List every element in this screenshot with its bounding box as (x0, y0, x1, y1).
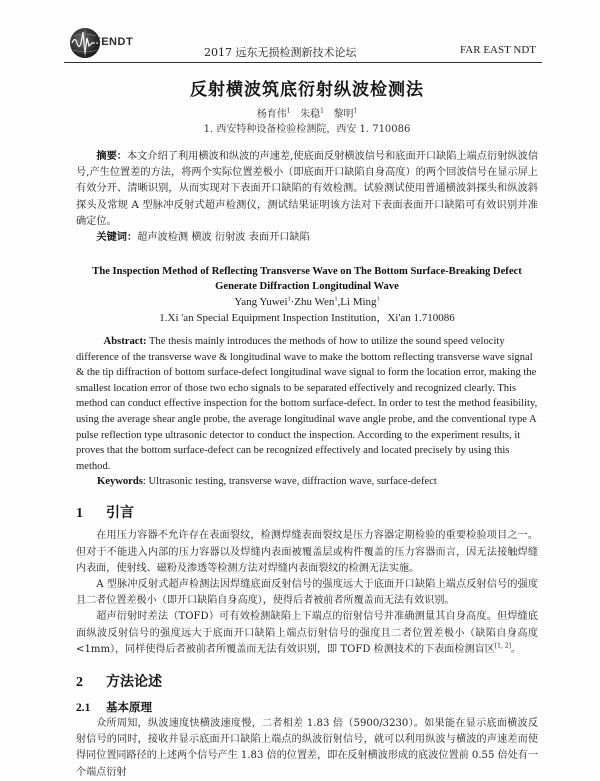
authors-en: Yang Yuwei$^1$·Zhu Wen$^1$,Li Ming$^1$ (234, 296, 380, 309)
author-name: Zhu Wen (294, 296, 335, 309)
conference-name: 2017 远东无损检测新技术论坛 (204, 46, 357, 59)
author-name: 朱稳 (300, 109, 321, 120)
citation: [1, 2] (494, 642, 511, 650)
author-name: 杨育伟 (256, 109, 287, 120)
section-heading-1: 1 引言 (76, 505, 134, 522)
page-header (64, 0, 542, 62)
logo-text: FENDT (94, 36, 134, 48)
paragraph: 在用压力容器不允许存在表面裂纹，检测焊缝表面裂纹是压力容器定期检验的重要检验项目之一。但对于不能进入内部的压力容器以及焊缝内表面被覆盖层或构件覆盖的压力容器而言，因无法接触焊缝内表面，使射线、磁粉及渗透等检测方法对焊缝内表面裂纹的检测无法实施。 (76, 530, 538, 574)
keywords-cn (76, 230, 538, 246)
fendt-logo (70, 28, 134, 60)
header-org: FAR EAST NDT (460, 44, 536, 56)
paragraph: 众所周知，纵波速度快横波速度慢，二者相差 1.83 倍（5900/3230）。如果能在显示底面横波反射信号的同时，接收并显示底面开口缺陷上端点的纵波衍射信号，就可以利用纵波与横波的声速差而使得同位置同路径的上述两个信号产生 1.83 倍的位置差，即在反射横波形成的底波位置前 0.55 倍处有一个端点衍射 (76, 717, 538, 778)
paper-body (0, 79, 600, 781)
keywords-label-en: Keywords (97, 476, 143, 488)
author-name: 黎明 (333, 109, 354, 120)
affiliation-en: 1.Xi 'an Special Equipment Inspection Institution，Xi'an 1.710086 (159, 312, 455, 325)
abstract-label-en: Abstract: (103, 336, 147, 348)
keywords-text-en: : Ultrasonic testing, transverse wave, diffraction wave, surface-defect (142, 476, 437, 488)
author-name: Li Ming (340, 296, 377, 309)
paper-title-en: The Inspection Method of Reflecting Transverse Wave on The Bottom Surface-Breaking Defect Generate Diffraction Longitudinal Wave (92, 266, 522, 293)
affiliation-cn: 1. 西安特种设备检验检测院，西安 1. 710086 (203, 124, 411, 135)
keywords-text-cn: 超声波检测 横波 衍射波 表面开口缺陷 (137, 232, 310, 244)
abstract-cn (76, 149, 538, 230)
subsection-heading: 2.1 基本原理 (76, 699, 152, 714)
paragraph: A 型脉冲反射式超声检测法因焊缝底面反射信号的强度远大于底面开口缺陷上端点反射信号的强度且二者位置差极小（即开口缺陷自身高度），使得后者被前者所覆盖而无法有效识别。 (76, 578, 538, 607)
section-heading-2: 2 方法论述 (76, 673, 162, 690)
author-name: Yang Yuwei (234, 296, 288, 309)
abstract-text-cn: 本文介绍了利用横波和纵波的声速差,使底面反射横波信号和底面开口缺陷上端点衍射纵波信号,产生位置差的方法，将两个实际位置差极小（即底面开口缺陷自身高度）的两个回波信号在显示屏上有效分开、清晰识别，从而实现对下表面开口缺陷的有效检测。试验测试使用普通横波斜探头和纵波斜探头及常规 A 型脉冲反射式超声检测仪，测试结果证明该方法对下表面表面开口缺陷可有效识别并准确定位。 (76, 151, 539, 227)
paragraph: 超声衍射时差法（TOFD）可有效检测缺陷上下端点的衍射信号并准确测量其自身高度。但焊缝底面纵波反射信号的强度远大于底面开口缺陷上端点衍射信号的强度且二者位置差极小（缺陷自身高度<1mm），同样使得后者被前者所覆盖而无法有效识别，即 TOFD 检测技术的下表面检测盲区[1, 2]。 (76, 611, 538, 655)
paper-title-cn: 反射横波筑底衍射纵波检测法 (190, 80, 424, 100)
keywords-label-cn: 关键词： (96, 232, 138, 244)
abstract-label-cn: 摘要： (96, 151, 127, 162)
authors-cn: 杨育伟$^1$ 朱稳$^1$ 黎明$^1$ (256, 107, 358, 120)
keywords-en (76, 474, 538, 489)
abstract-text-en: The thesis mainly introduces the methods of how to utilize the sound speed velocity difference of the transverse wave & longitudinal wave to make the bottom reflecting transverse wave signal & the tip diffraction of bottom surface-defect longitudinal wave signal to form the location error, making the smallest location error of those two echo signals to be separated effectively and recognized clearly. This method can conduct effective inspection for the bottom surface-defect. In order to test the method feasibility, using the average shear angle probe, the average longitudinal wave angle probe, and the conventional type A pulse reflection type ultrasonic detector to conduct the inspection. According to the experiment results, it proves that the bottom surface-defect can be recognized effectively and located precisely by using this method. (76, 336, 538, 472)
header-divider (64, 62, 542, 63)
abstract-en (76, 334, 538, 474)
